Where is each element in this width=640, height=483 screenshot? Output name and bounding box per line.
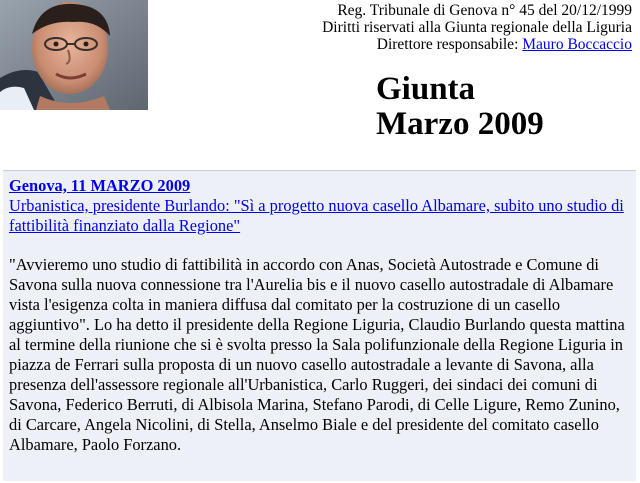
section-title-line2: Marzo 2009 xyxy=(376,106,544,142)
article-dateline-link[interactable]: Genova, 11 MARZO 2009 xyxy=(9,176,191,195)
portrait-image xyxy=(0,0,148,110)
registration-line: Reg. Tribunale di Genova n° 45 del 20/12/1999 xyxy=(337,2,632,19)
article-box xyxy=(3,170,636,481)
section-title xyxy=(376,72,544,142)
section-title-line1: Giunta xyxy=(376,71,476,107)
director-line xyxy=(162,36,632,53)
portrait-photo xyxy=(0,0,148,110)
director-name-link[interactable]: Mauro Boccaccio xyxy=(522,36,632,53)
director-label: Direttore responsabile: xyxy=(376,36,519,53)
rights-line: Diritti riservati alla Giunta regionale della Liguria xyxy=(322,19,632,36)
article-body: "Avvieremo uno studio di fattibilità in accordo con Anas, Società Autostrade e Comune di Savona sulla nuova connessione tra l'Aurelia bis e il nuovo casello autostradale di Albamare vista l'esigenza colta in maniera diffusa dal comitato per la costruzione di un casello aggiuntivo". Lo ha detto il presidente della Regione Liguria, Claudio Burlando questa mattina al termine della riunione che si è svolta presso la Sala polifunzionale della Regione Liguria in piazza de Ferrari sulla proposta di un nuovo casello autostradale a levante di Savona, alla presenza dell'assessore regionale all'Urbanistica, Carlo Ruggeri, dei sindaci dei comuni di Savona, Federico Berruti, di Albisola Marina, Stefano Parodi, di Celle Ligure, Remo Zunino, di Carcare, Angela Nicolini, di Stella, Anselmo Biale e del presidente del comitato casello Albamare, Paolo Forzano. xyxy=(9,255,625,454)
article-headline-link[interactable]: Urbanistica, presidente Burlando: "Sì a progetto nuova casello Albamare, subito uno studio di fattibilità finanziato dalla Regione" xyxy=(9,196,624,235)
masthead xyxy=(162,2,632,53)
